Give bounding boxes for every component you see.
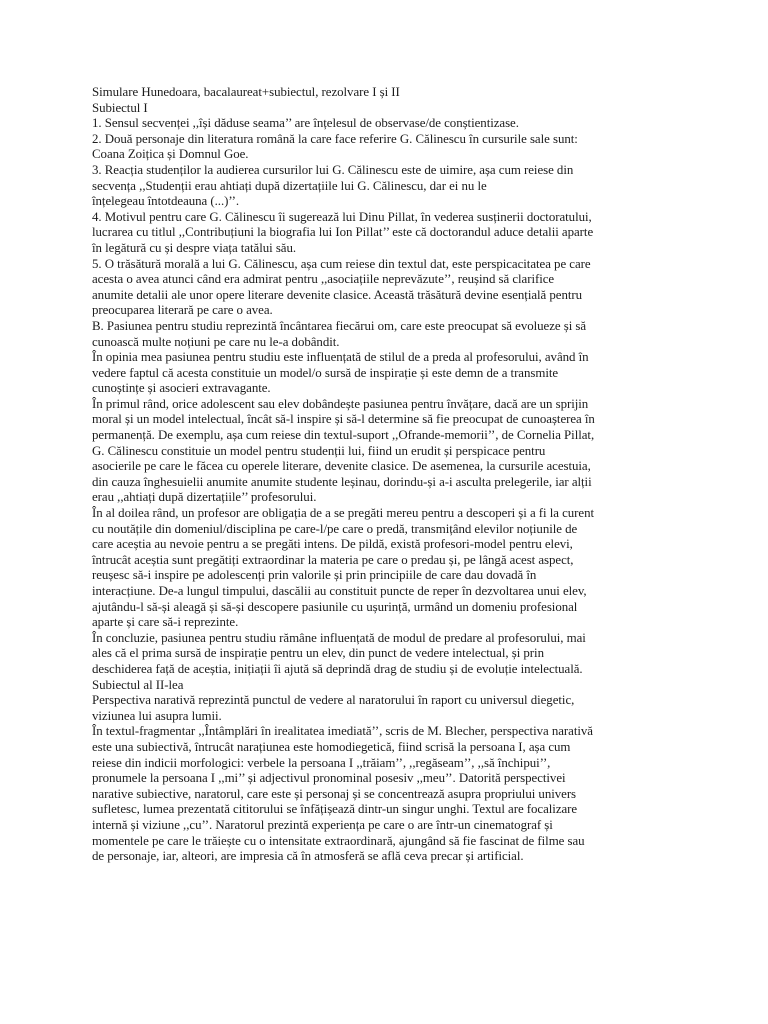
text-line: 4. Motivul pentru care G. Călinescu îi sugerează lui Dinu Pillat, în vederea susținerii doctoratului, <box>92 209 592 224</box>
text-line: acesta o avea atunci când era admirat pentru ,,asociațiile neprevăzute’’, reușind să clarifice <box>92 272 555 287</box>
text-line: în legătură cu și despre viața tatălui său. <box>92 240 297 255</box>
text-line: lucrarea cu titlul ,,Contribuțiuni la biografia lui Ion Pillat’’ este că doctorandul aduce detalii aparte <box>92 225 594 240</box>
text-line: preocuparea literară pe care o avea. <box>92 303 273 318</box>
text-line: momentele pe care le trăiește cu o intensitate extraordinară, ajungând să fie fascinat de filme sau <box>92 833 585 848</box>
text-line: secvența ,,Studenții erau ahtiați după dizertațiile lui G. Călinescu, dar ei nu le <box>92 178 487 193</box>
text-line: din cauza înghesuielii anumite anumite studente leșinau, dorindu-și a-i asculta prelegerile, iar alții <box>92 474 592 489</box>
text-line: interacțiune. De-a lungul timpului, dascălii au constituit puncte de reper în dezvoltarea unui elev, <box>92 584 587 598</box>
text-line: reușesc să-i inspire pe adolescenți prin valorile și prin principiile de care dau dovadă în <box>92 568 537 583</box>
text-line: 1. Sensul secvenței ,,își dăduse seama’’ are înțelesul de observase/de conștientizase. <box>92 116 519 131</box>
text-line: ajutându-l să-și aleagă și să-și descopere pasiunile cu ușurință, urmând un domeniu profesional <box>92 599 578 614</box>
text-line: este una subiectivă, întrucât narațiunea este homodiegetică, fiind scrisă la persoana I, așa cum <box>92 739 571 754</box>
text-line: sufletesc, lumea prezentată cititorului se înfățișează dintr-un singur unghi. Textul are focalizare <box>92 802 578 817</box>
text-line: de personaje, iar, alteori, are impresia că în atmosferă se află ceva precar și artificial. <box>92 849 524 864</box>
text-line: cu noutățile din domeniul/disciplina pe care-l/pe care o predă, transmițând elevilor noțiunile de <box>92 521 578 536</box>
text-line: aparte și care să-i reprezinte. <box>92 615 239 630</box>
text-line: vedere faptul că acesta constituie un model/o sursă de inspirație și este demn de a transmite <box>92 365 559 380</box>
text-line: B. Pasiunea pentru studiu reprezintă încântarea fiecărui om, care este preocupat să evolueze și să <box>92 318 587 333</box>
text-line: permanență. De exemplu, așa cum reiese din textul-suport ,,Ofrande-memorii’’, de Cornelia Pillat, <box>92 428 595 443</box>
text-line: 3. Reacția studenților la audierea cursurilor lui G. Călinescu este de uimire, așa cum reiese din <box>92 162 574 177</box>
text-line: Simulare Hunedoara, bacalaureat+subiectul, rezolvare I și II <box>92 85 400 99</box>
text-line: care aceștia au nevoie pentru a se pregăti intens. De pildă, există profesori-model pentru elevi, <box>92 537 573 552</box>
text-line: În al doilea rând, un profesor are obligația de a se pregăti mereu pentru a descoperi și a fi la curent <box>92 506 595 521</box>
text-line: pronumele la persoana I ,,mi’’ și adjectivul pronominal posesiv ,,meu’’. Datorită perspectivei <box>92 771 566 786</box>
text-line: Subiectul I <box>92 100 148 115</box>
text-line: Coana Zoițica și Domnul Goe. <box>92 147 249 162</box>
text-line: Subiectul al II-lea <box>92 677 184 692</box>
text-line: moral și un model intelectual, încât să-l inspire și să-l determine să fie preocupat de cunoașterea în <box>92 412 595 427</box>
text-line: reiese din indicii morfologici: verbele la persoana I ,,trăiam’’, ,,regăseam’’, ,,să închipui’’, <box>92 755 551 770</box>
document-body <box>92 85 717 865</box>
text-line: deschiderea față de aceștia, inițiații îi ajută să deprindă drag de studiu și de evoluție intelectuală. <box>92 661 583 676</box>
text-line: 2. Două personaje din literatura română la care face referire G. Călinescu în cursurile sale sunt: <box>92 131 578 146</box>
text-line: erau ,,ahtiați după dizertațiile’’ profesorului. <box>92 490 317 505</box>
text-line: viziunea lui asupra lumii. <box>92 708 222 723</box>
text-line: ales că el prima sursă de inspirație pentru un elev, din punct de vedere intelectual, și prin <box>92 646 544 661</box>
text-line: anumite detalii ale unor opere literare devenite clasice. Această trăsătură devine esențială pentru <box>92 287 583 302</box>
text-line: asocierile pe care le făcea cu operele literare, devenite clasice. De asemenea, la cursurile acestuia, <box>92 459 591 474</box>
text-line: 5. O trăsătură morală a lui G. Călinescu, așa cum reiese din textul dat, este perspicacitatea pe care <box>92 256 591 271</box>
text-line: În concluzie, pasiunea pentru studiu rămâne influențată de modul de predare al profesorului, mai <box>92 630 586 645</box>
text-line: internă și viziune ,,cu’’. Naratorul prezintă experiența pe care o are într-un cinematograf și <box>92 817 553 832</box>
text-line: narative subiective, naratorul, care este și personaj și se concentrează asupra propriului univers <box>92 786 577 801</box>
text-line: În textul-fragmentar ,,Întâmplări în irealitatea imediată’’, scris de M. Blecher, perspectiva narativă <box>92 724 593 739</box>
text-line: înțelegeau întotdeauna (...)’’. <box>92 194 240 209</box>
text-line: În primul rând, orice adolescent sau elev dobândește pasiunea pentru învățare, dacă are un sprijin <box>92 396 589 411</box>
text-line: întrucât aceștia sunt pregătiți extraordinar la materia pe care o predau și, pe lângă acest aspect, <box>92 552 574 567</box>
text-line: cunoștințe și asocieri extravagante. <box>92 381 271 396</box>
text-line: G. Călinescu constituie un model pentru studenții lui, fiind un erudit și perspicace pentru <box>92 443 546 458</box>
text-line: În opinia mea pasiunea pentru studiu este influențată de stilul de a preda al profesorului, având în <box>92 350 589 365</box>
text-line: Perspectiva narativă reprezintă punctul de vedere al naratorului în raport cu universul diegetic, <box>92 693 575 708</box>
text-line: cunoască multe noțiuni pe care nu le-a dobândit. <box>92 334 340 349</box>
